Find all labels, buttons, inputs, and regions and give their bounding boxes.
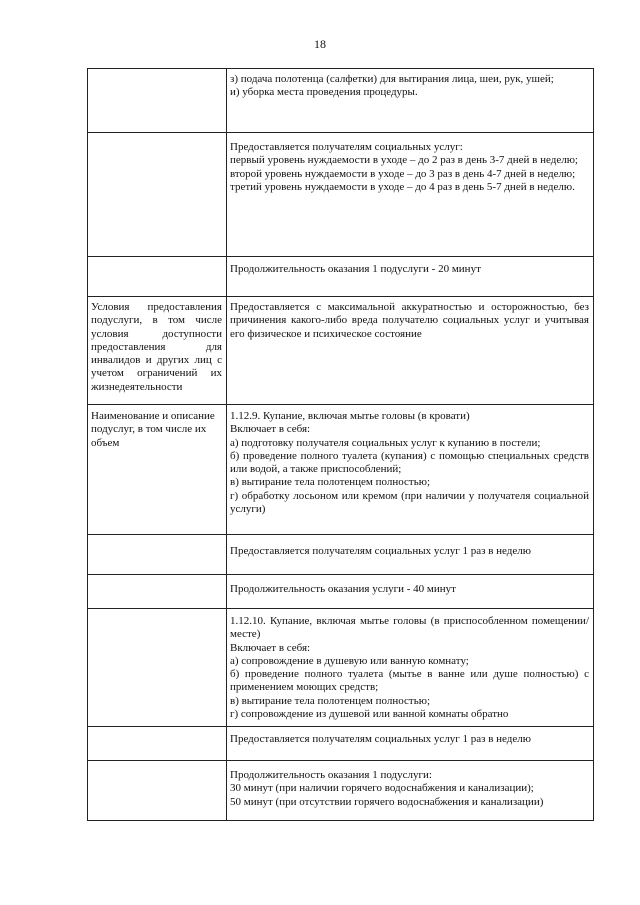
right-cell (227, 69, 594, 133)
text-line: первый уровень нуждаемости в уходе – до 2 раз в день 3-7 дней в неделю; (230, 154, 578, 167)
right-cell (227, 535, 594, 575)
table-row (88, 257, 594, 297)
left-cell (88, 727, 227, 761)
right-cell (227, 575, 594, 609)
table-row (88, 69, 594, 133)
table-row (88, 297, 594, 405)
left-cell (88, 609, 227, 727)
description-label: Наименование и описание подуслуг, в том числе их объем (91, 410, 215, 449)
text-line: Предоставляется получателям социальных услуг 1 раз в неделю (230, 545, 531, 557)
text-line: Продолжительность оказания 1 подуслуги: (230, 769, 432, 781)
text-line: в) вытирание тела полотенцем полностью; (230, 476, 430, 489)
text-line: Включает в себя: (230, 641, 311, 654)
left-cell (88, 575, 227, 609)
text-line: б) проведение полного туалета (купания) с помощью специальных средств или водой, а также приспособлений; (230, 449, 589, 476)
text-line: з) подача полотенца (салфетки) для вытирания лица, шеи, рук, ушей; (230, 73, 554, 85)
text-line: Предоставляется получателям социальных услуг 1 раз в неделю (230, 733, 531, 745)
text-line: Продолжительность оказания 1 подуслуги - 20 минут (230, 263, 481, 275)
right-cell (227, 133, 594, 257)
table-row (88, 727, 594, 761)
text-line: 30 минут (при наличии горячего водоснабжения и канализации); (230, 782, 534, 795)
text-line: и) уборка места проведения процедуры. (230, 86, 418, 99)
condition-label: Условия предоставления подуслуги, в том числе условия доступности предоставления для инвалидов и других лиц с учетом ограничений их жизнедеятельности (91, 301, 222, 393)
text-line: б) проведение полного туалета (мытье в ванне или душе полностью) с применением моющих средств; (230, 668, 589, 694)
right-cell (227, 257, 594, 297)
table-row (88, 609, 594, 727)
left-cell (88, 133, 227, 257)
left-cell (88, 297, 227, 405)
text-line: Включает в себя: (230, 423, 311, 436)
text-line: Предоставляется с максимальной аккуратностью и осторожностью, без причинения какого-либо вреда получателю социальных услуг и учитывая его физическое и психическое состояние (230, 301, 589, 340)
text-line: третий уровень нуждаемости в уходе – до 4 раз в день 5-7 дней в неделю. (230, 180, 575, 193)
table-row (88, 535, 594, 575)
table-row (88, 405, 594, 535)
right-cell (227, 405, 594, 535)
table-row (88, 575, 594, 609)
right-cell (227, 609, 594, 727)
right-cell (227, 297, 594, 405)
text-line: г) обработку лосьоном или кремом (при наличии у получателя социальной услуги) (230, 489, 589, 516)
right-cell (227, 761, 594, 821)
services-table (87, 68, 594, 821)
left-cell (88, 69, 227, 133)
left-cell (88, 535, 227, 575)
text-line: в) вытирание тела полотенцем полностью; (230, 694, 430, 707)
service-title: 1.12.10. Купание, включая мытье головы (в приспособленном помещении/месте) (230, 615, 589, 641)
text-line: второй уровень нуждаемости в уходе – до 3 раз в день 4-7 дней в неделю; (230, 167, 576, 180)
text-line: 50 минут (при отсутствии горячего водоснабжения и канализации) (230, 795, 544, 808)
left-cell (88, 257, 227, 297)
text-line: Продолжительность оказания услуги - 40 минут (230, 583, 456, 595)
text-line: Предоставляется получателям социальных услуг: (230, 141, 463, 153)
text-line: а) подготовку получателя социальных услуг к купанию в постели; (230, 436, 541, 449)
service-title: 1.12.9. Купание, включая мытье головы (в кровати) (230, 410, 470, 422)
left-cell (88, 761, 227, 821)
table-row (88, 761, 594, 821)
page-number: 18 (314, 37, 326, 51)
text-line: г) сопровождение из душевой или ванной комнаты обратно (230, 708, 509, 721)
left-cell (88, 405, 227, 535)
text-line: а) сопровождение в душевую или ванную комнату; (230, 654, 469, 667)
right-cell (227, 727, 594, 761)
table-row (88, 133, 594, 257)
